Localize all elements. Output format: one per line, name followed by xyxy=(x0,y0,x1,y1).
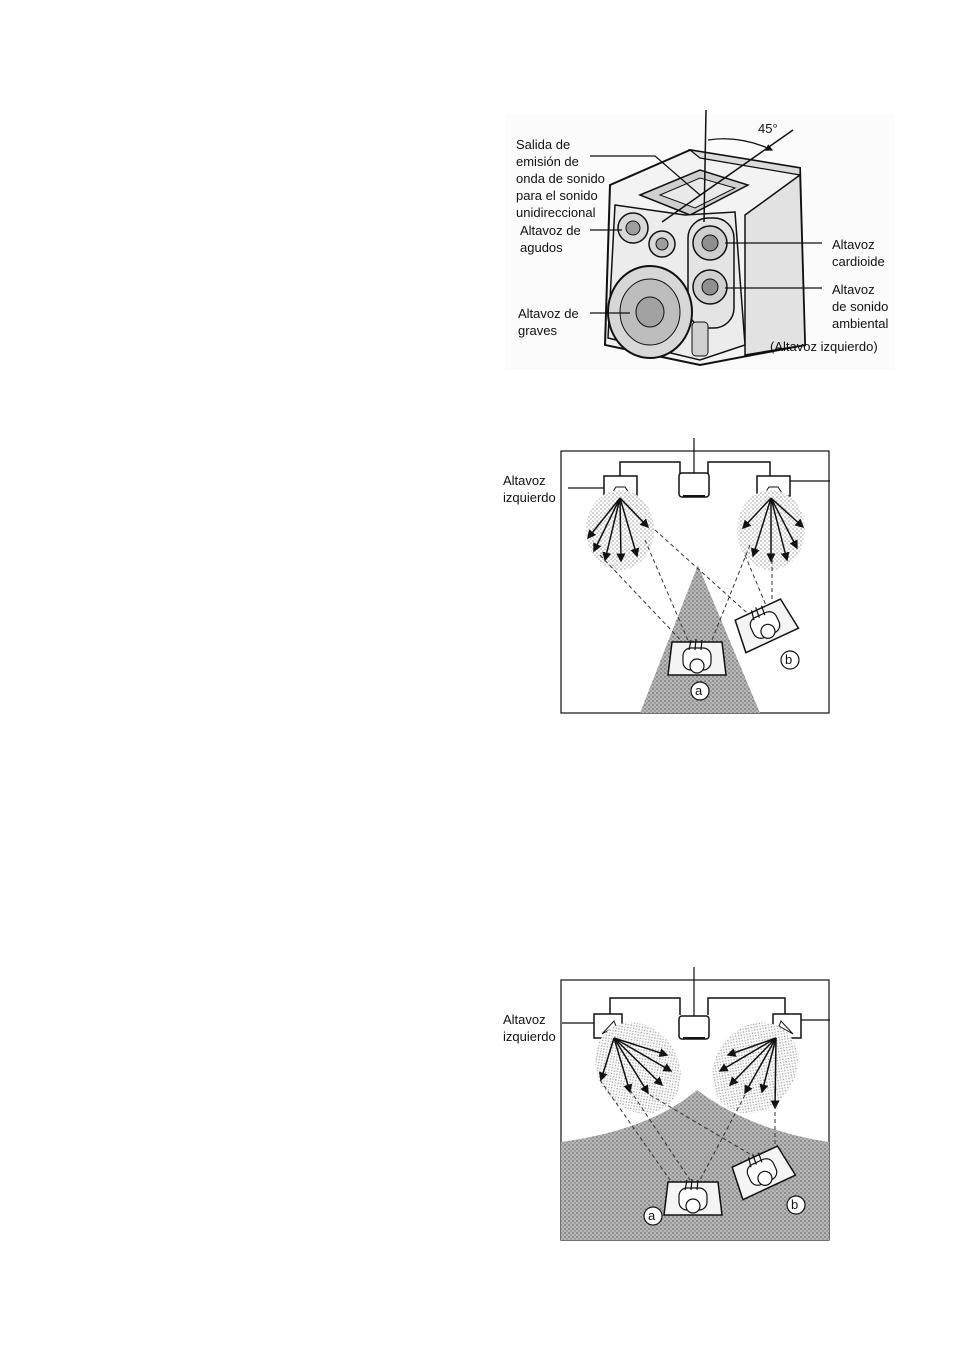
cardioid-label: Altavoz cardioide xyxy=(832,237,885,269)
marker-a-2: a xyxy=(648,1208,656,1223)
center-unit-2 xyxy=(679,1016,709,1039)
listener-a-1 xyxy=(668,639,726,675)
figure1-caption: (Altavoz izquierdo) xyxy=(770,339,878,354)
woofer-label: Altavoz de graves xyxy=(518,306,579,338)
room-diagram-wide xyxy=(561,967,830,1240)
center-unit-1 xyxy=(679,473,709,497)
left-speaker-label-2: Altavoz izquierdo xyxy=(503,1012,556,1044)
left-speaker-label-1: Altavoz izquierdo xyxy=(503,473,556,505)
outlet-label: Salida de emisión de onda de sonido para el sonido unidireccional xyxy=(516,137,605,220)
surround-label: Altavoz de sonido ambiental xyxy=(832,282,889,331)
marker-b-2: b xyxy=(791,1197,799,1212)
marker-b-1: b xyxy=(785,652,793,667)
room-diagram-narrow xyxy=(561,438,830,713)
listener-a-2 xyxy=(664,1179,722,1215)
tweeter-label: Altavoz de agudos xyxy=(520,223,581,255)
angle-label: 45° xyxy=(758,121,778,136)
marker-a-1: a xyxy=(695,683,703,698)
